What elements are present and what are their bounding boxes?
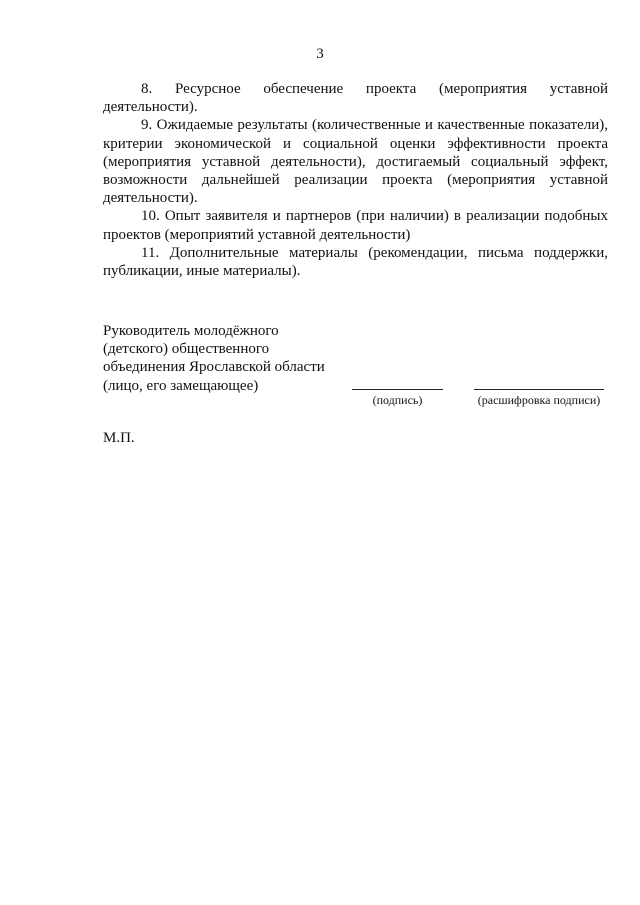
paragraph-item-11: 11. Дополнительные материалы (рекомендации, письма поддержки, публикации, иные материалы).: [103, 244, 608, 280]
paragraph-item-9: 9. Ожидаемые результаты (количественные и качественные показатели), критерии экономической и социальной оценки эффективности проекта (мероприятия уставной деятельности), достигаемый социальный эффект, возможности дальнейшей реализации проекта (мероприятия уставной деятельности).: [103, 117, 608, 207]
seal-label: М.П.: [103, 430, 135, 446]
body-text: [103, 80, 608, 280]
signature-caption: (подпись): [372, 393, 423, 407]
signatory-line: (детского) общественного: [103, 341, 270, 358]
signature-decoding-line: [474, 389, 604, 390]
signatory-line: объединения Ярославской области: [103, 359, 325, 376]
signatory-line: Руководитель молодёжного: [103, 323, 279, 339]
paragraph-item-8: 8. Ресурсное обеспечение проекта (мероприятия уставной деятельности).: [103, 81, 608, 116]
signature-decoding-caption: (расшифровка подписи): [477, 393, 601, 407]
page-number: 3: [316, 46, 324, 62]
signatory-line: (лицо, его замещающее): [103, 377, 259, 394]
signature-line: [352, 389, 443, 390]
paragraph-item-10: 10. Опыт заявителя и партнеров (при наличии) в реализации подобных проектов (мероприятий уставной деятельности): [103, 208, 608, 243]
signatory-block: [103, 322, 343, 395]
